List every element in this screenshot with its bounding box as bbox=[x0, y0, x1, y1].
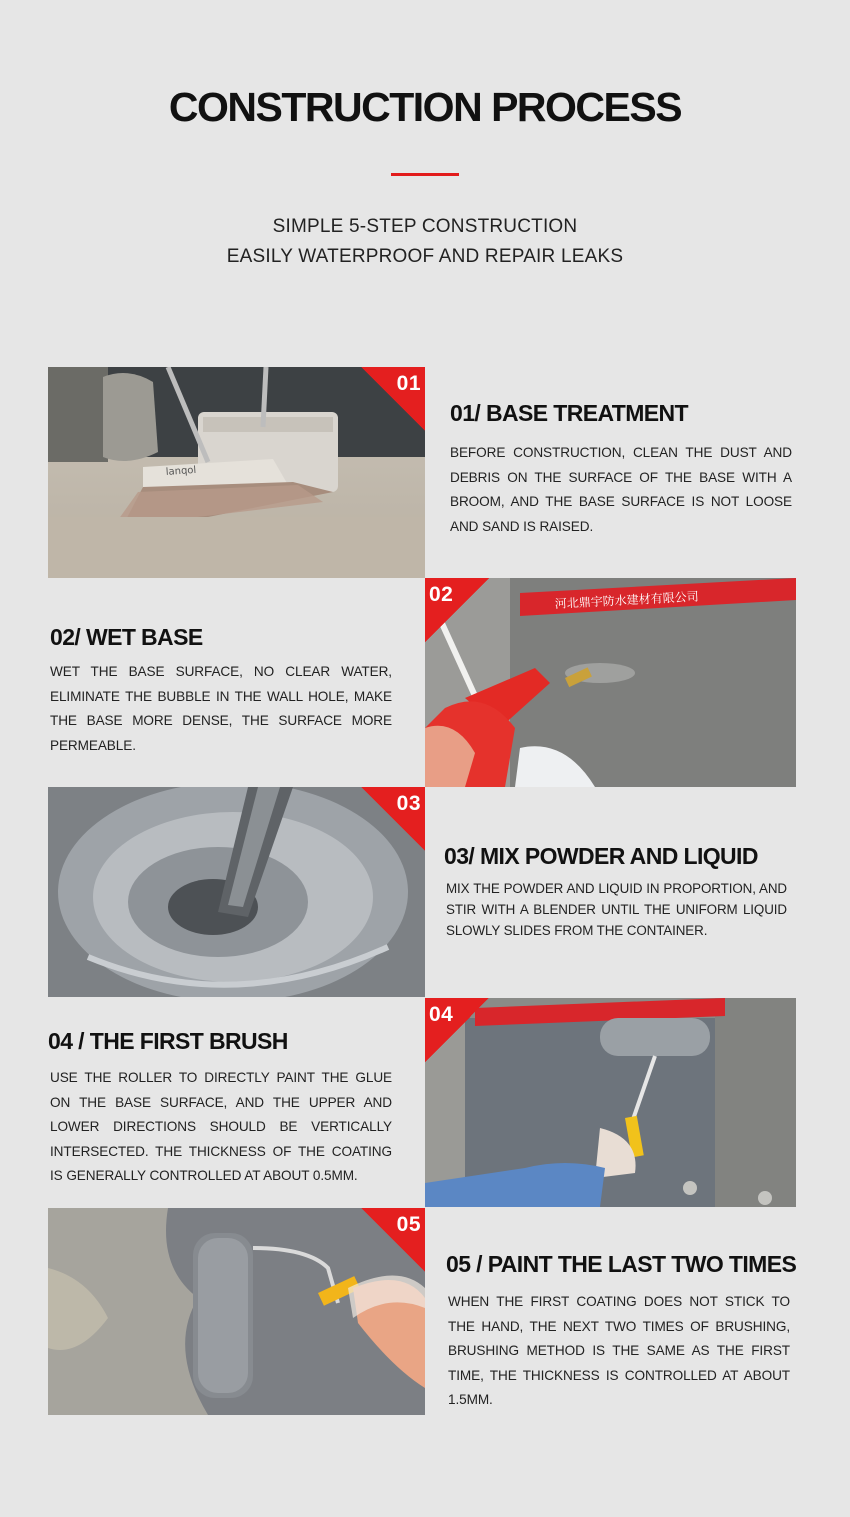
step-01-number-badge bbox=[361, 367, 425, 431]
step-03-title: 03/ MIX POWDER AND LIQUID bbox=[444, 843, 758, 869]
step-04-description: USE THE ROLLER TO DIRECTLY PAINT THE GLUE ON THE BASE SURFACE, AND THE UPPER AND LOWER DIRECTIONS SHOULD BE VERTICALLY INTERSECTED. THE THICKNESS OF THE COATING IS GENERALLY CONTROLLED AT ABOUT 0.5MM. bbox=[50, 1070, 392, 1183]
step-05-number-badge bbox=[361, 1208, 425, 1272]
step-04-number: 04 bbox=[429, 1003, 454, 1026]
step-01-title: 01/ BASE TREATMENT bbox=[450, 400, 688, 426]
step-02-title: 02/ WET BASE bbox=[50, 624, 203, 650]
step-01-number: 01 bbox=[396, 372, 421, 395]
step-03-description: MIX THE POWDER AND LIQUID IN PROPORTION, AND STIR WITH A BLENDER UNTIL THE UNIFORM LIQUID SLOWLY SLIDES FROM THE CONTAINER. bbox=[446, 881, 787, 938]
wall-banner-text: 河北鼎宇防水建材有限公司 bbox=[554, 589, 699, 611]
step-04-title: 04 / THE FIRST BRUSH bbox=[48, 1028, 288, 1054]
step-05-description: WHEN THE FIRST COATING DOES NOT STICK TO THE HAND, THE NEXT TWO TIMES OF BRUSHING, BRUSHING METHOD IS THE SAME AS THE FIRST TIME, THE THICKNESS IS CONTROLLED AT ABOUT 1.5MM. bbox=[448, 1294, 790, 1407]
page-title: CONSTRUCTION PROCESS bbox=[168, 84, 682, 130]
step-02-description: WET THE BASE SURFACE, NO CLEAR WATER, ELIMINATE THE BUBBLE IN THE WALL HOLE, MAKE THE BASE MORE DENSE, THE SURFACE MORE PERMEABLE. bbox=[50, 664, 392, 753]
step-05-number: 05 bbox=[396, 1213, 421, 1236]
step-05-title: 05 / PAINT THE LAST TWO TIMES bbox=[446, 1251, 797, 1277]
subtitle-line-1: SIMPLE 5-STEP CONSTRUCTION bbox=[272, 216, 578, 237]
step-01-photo bbox=[48, 367, 425, 578]
step-01-description: BEFORE CONSTRUCTION, CLEAN THE DUST AND DEBRIS ON THE SURFACE OF THE BASE WITH A BROOM, AND THE BASE SURFACE IS NOT LOOSE AND SAND IS RAISED. bbox=[450, 445, 792, 534]
step-02-number-badge bbox=[425, 578, 489, 642]
title-divider bbox=[391, 173, 459, 176]
step-04-photo bbox=[425, 998, 796, 1207]
step-02-number: 02 bbox=[429, 583, 454, 606]
step-03-number-badge bbox=[361, 787, 425, 851]
step-05-photo bbox=[48, 1208, 425, 1415]
svg-text:lanqol: lanqol bbox=[165, 464, 197, 478]
step-04-number-badge bbox=[425, 998, 489, 1062]
subtitle-line-2: EASILY WATERPROOF AND REPAIR LEAKS bbox=[226, 246, 624, 267]
step-03-number: 03 bbox=[396, 792, 421, 815]
step-02-photo bbox=[425, 578, 796, 787]
step-03-photo bbox=[48, 787, 425, 997]
